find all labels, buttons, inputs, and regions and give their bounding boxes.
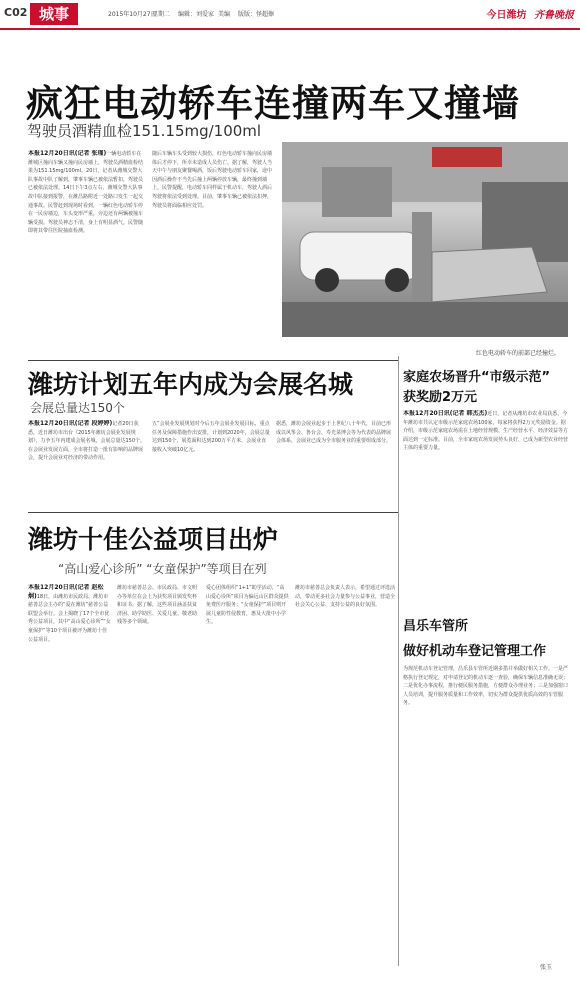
article2-subtitle: 会展总量达150个	[30, 401, 125, 415]
article1-lead: 本报12月20日讯(记者 张瑾)	[28, 150, 107, 157]
article3-column-3	[206, 584, 289, 684]
article2-column-3	[276, 420, 394, 510]
article2-text-1: 记者20日获悉，近日潍坊市出台《2015年潍坊会展业发展规划》，力争五年内建成会展名城，会展总量达150个。在会展业发展方面，全市将打造一批有影响的品牌展会，提升会展业对经济的带动作用。	[28, 421, 146, 462]
article5-body	[403, 665, 568, 960]
article2-text-3: 据悉，潍坊会展业起步于上世纪八十年代，目前已形成以风筝会、鲁台会、寿光菜博会等为代表的品牌展会体系，会展业已成为全市服务业的重要组成部分。	[276, 421, 392, 445]
article3-text-1: 18日，由潍坊市民政局、潍坊市慈善总会主办的“爱在潍坊”慈善公益联盟会举行。会上揭晓了17个全市优秀公益项目，其中“高山爱心诊所”“女童保护”等10个项目被评为潍坊十佳公益项目。	[28, 593, 111, 643]
article2-column-2	[152, 420, 270, 510]
article4-text: 近日，记者从潍坊市农业局获悉，今年潍坊市共认定市级示范家庭农场100家，每家将获得2万元奖励资金。据介绍，市级示范家庭农场需在土地经营规模、生产经营水平、经济效益等方面达到一定标准。目前，全市家庭农场发展势头良好，已成为新型农业经营主体的重要力量。	[403, 411, 568, 452]
article5-text: 为规范机动车登记管理，昌乐县车管所近期多措并举做好相关工作。一是严格执行登记规定，对申请登记的机动车逐一查验，确保车辆信息准确无误；二是优化办事流程，推行便民服务措施，方便群众办理业务；三是加强窗口人员培训，提升服务质量和工作效率，切实为群众提供优质高效的车管服务。	[403, 666, 568, 707]
article4-lead: 本报12月20日讯(记者 韩杰杰)	[403, 410, 488, 417]
proof-credit: 版版：怪超擦	[238, 11, 275, 18]
article3-column-2	[117, 584, 200, 684]
article3-text-3: 爱心团体组织“1+1”助学活动，“高山爱心诊所”项目为偏远山区群众提供免费医疗服务；“女童保护”项目则开展儿童防性侵教育，惠及大批中小学生。	[206, 585, 289, 626]
article2-lead: 本报12月20日讯(记者 段婷婷)	[28, 420, 113, 427]
article1-text-2: 随后车辆车头受到较大损伤，红色电动轿车撞向民房墙体后才停下，所幸未造成人员伤亡。据了解，驾驶人当天中午与朋友聚餐喝酒，饭后驾驶电动轿车回家，途中因酒后操作不当先后撞上两辆停放车辆，最终撞到墙上。民警提醒，电动轿车同样属于机动车，驾驶人酒后驾驶将依法受到处理。目前，肇事车辆已被依法扣押，驾驶员将面临相应处罚。	[152, 151, 272, 209]
article2-text-2: 五”会展业发展规划对今后五年会展业发展目标、重点任务及保障措施作出安排，计划到2020年，会展总量达到150个，展览面积达到200万平方米，会展业直接收入突破10亿元。	[152, 421, 270, 453]
article1-text-1: 一辆电动轿车在潍城区撞向车辆又撞向民房墙上，驾驶员酒精血检结果为151.15mg/100ml。20日，记者从潍城交警大队事故中队了解到，肇事车辆已被依法暂扣，驾驶员已被依法处理。14日下午3点左右，潍城交警大队事故中队接到报警，在潍昌路附近一处路口发生一起交通事故。民警赶到现场时看到，一辆红色电动轿车停在一民房墙边，车头变形严重，旁边还有两辆被撞车辆受损。驾驶员神志不清，身上有明显酒气。民警随即将其带往医院抽血检测。	[28, 151, 144, 235]
issue-weekday: 星期二	[152, 11, 171, 18]
article5-title-line2: 做好机动车登记管理工作	[403, 644, 547, 659]
article4-title: 家庭农场晋升“市级示范”	[403, 370, 551, 385]
divider	[28, 360, 398, 361]
issue-date: 2015年10月27日	[108, 11, 157, 18]
article2-title: 潍坊计划五年内成为会展名城	[28, 370, 354, 399]
article3-text-4: 潍坊市慈善总会负责人表示，希望通过评选活动，带动更多社会力量参与公益事业，营造全社会关心公益、支持公益的良好氛围。	[295, 585, 395, 609]
brand-name: 今日潍坊	[486, 10, 527, 21]
article1-column-2	[152, 150, 272, 340]
article3-column-4	[295, 584, 395, 684]
article3-column-1	[28, 584, 111, 684]
editor-credit: 编辑：刘爱家	[178, 11, 215, 18]
article1-column-1	[28, 150, 146, 340]
article2-column-1	[28, 420, 146, 510]
car-crash-photo	[282, 142, 568, 337]
article4-title-line2: 获奖励2万元	[403, 390, 478, 405]
article3-text-2: 潍坊市慈善总会、市民政局、市文明办等单位在会上为获奖项目颁发奖杯和证书。据了解，这些项目涵盖扶贫济困、助学助医、关爱儿童、敬老助残等多个领域。	[117, 585, 198, 626]
section-label: 城事	[30, 3, 78, 25]
divider	[28, 512, 398, 513]
article4-body	[403, 410, 568, 585]
column-divider	[398, 356, 399, 966]
article5-author: 张玉	[540, 964, 553, 971]
art-credit: 美编	[218, 11, 231, 18]
newspaper-brand	[487, 6, 574, 21]
crash-scene-illustration	[282, 142, 568, 337]
article3-lead: 本报12月20日讯(记者 赵松炯)	[28, 584, 104, 600]
article5-title: 昌乐车管所	[403, 619, 469, 634]
brand-script: 齐鲁晚报	[534, 10, 574, 21]
article1-subtitle: 驾驶员酒精血检151.15mg/100ml	[27, 122, 262, 140]
photo-caption: 红色电动轿车的前部已经撞烂。	[476, 350, 561, 357]
page-number: C02	[4, 6, 28, 19]
article3-title: 潍坊十佳公益项目出炉	[28, 525, 279, 554]
article1-title: 疯狂电动轿车连撞两车又撞墙	[26, 82, 520, 125]
article3-subtitle: “高山爱心诊所” “女童保护”等项目在列	[58, 562, 267, 576]
